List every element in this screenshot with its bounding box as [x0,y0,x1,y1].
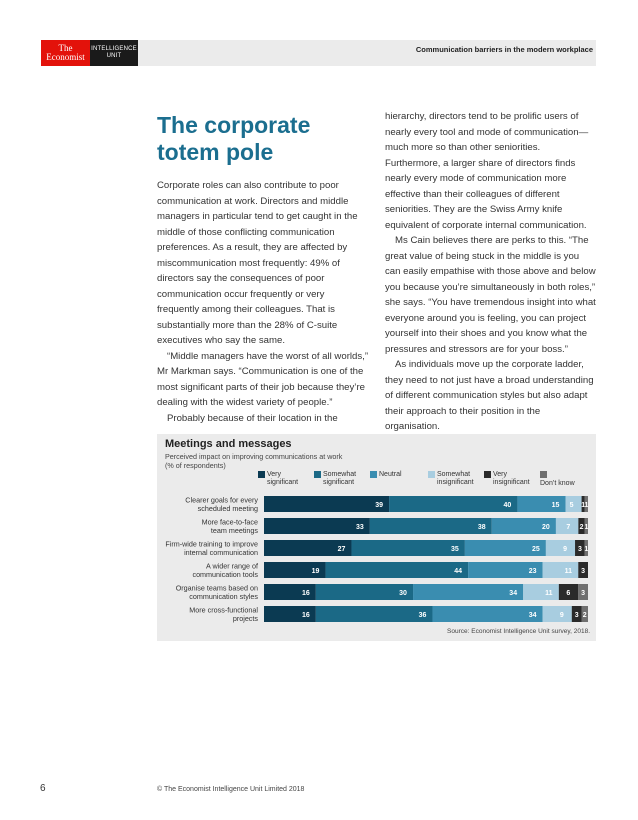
data-label: 1 [584,546,589,553]
category-label: projects [232,614,258,623]
data-label: 1 [584,502,589,509]
paragraph: Ms Cain believes there are perks to this. “The great value of being stuck in the middle is you can easily empathise with those above and below you because you’re simultaneously in both roles,” she says. “You have tremendous insight into what everyone around you is feeling, you can project yourself into their shoes and you know what the pressures and stressors are for your boss.” [385,235,596,355]
bar-segment [543,562,579,578]
legend-label: Very insignificant [493,471,530,486]
paragraph: “Middle managers have the worst of all worlds,” Mr Markman says. “Communication is one of the most significant parts of their job because they’re dealing with the widest variety of people.” [157,350,369,408]
category-label: A wider range of [206,561,258,571]
eiu-logo [90,40,138,66]
data-label: 36 [418,612,427,619]
category-label: team meetings [210,526,258,535]
bar-segment [566,496,582,512]
data-label: 11 [545,590,553,597]
category-label: Clearer goals for every [185,495,258,505]
data-label: 16 [301,612,310,619]
legend-label: Somewhat significant [323,471,357,486]
category-label: More cross-functional [189,605,258,615]
data-label: 3 [577,546,582,553]
bar-segment [370,518,492,534]
legend-swatch [428,471,435,478]
data-label: 16 [301,590,310,597]
legend-swatch [540,471,547,478]
legend-item [540,471,602,488]
category-label: internal communication [184,548,258,557]
legend-label: Somewhat insignificant [437,471,474,486]
legend-label: Neutral [379,471,402,478]
paragraph: As individuals move up the corporate ladder, they need to not just have a broad understanding of different communication styles but also adapt their approach to their position in the organisation. [385,359,594,432]
data-label: 25 [531,546,540,553]
bar-segment [351,540,464,556]
data-label: 23 [528,568,537,575]
data-label: 44 [454,568,463,575]
data-label: 27 [337,546,346,553]
bar-segment [264,496,389,512]
data-label: 2 [579,524,584,531]
copyright: © The Economist Intelligence Unit Limited 2018 [157,786,305,793]
paragraph: Corporate roles can also contribute to poor communication at work. Directors and middle managers in particular tend to get caught in the middle of those conflicting communication preferences. As a result, they are affected by miscommunication most frequently: 49% of directors say the consequences of poor communication occur frequently or very frequently among their colleagues. That is substantially more than the 28% of C-suite executives who say the same. [157,180,358,346]
data-label: 30 [399,590,407,597]
chart-subtitle-line: Perceived impact on improving communications at work [165,452,343,461]
bar-segment [523,584,559,600]
category-label: communication tools [192,570,258,579]
data-label: 35 [450,546,459,553]
data-label: 34 [528,612,537,619]
bar-segment [326,562,469,578]
data-label: 19 [311,568,320,575]
category-label: Organise teams based on [175,583,258,593]
bar-segment [543,606,572,622]
eiu-line-1: INTELLIGENCE [91,46,137,52]
economist-logo [41,40,90,66]
paragraph: hierarchy, directors tend to be prolific users of nearly every tool and mode of communication—much more so than other seniorities. Furthermore, a larger share of directors finds nearly every mode of communication more effective than their colleagues of different seniorities. They are the Swiss Army knife equivalent of corporate internal communication. [385,111,589,231]
legend-swatch [258,471,265,478]
legend-label: Don’t know [540,480,575,487]
data-label: 3 [581,568,586,575]
legend-swatch [370,471,377,478]
data-label: 34 [509,590,518,597]
legend-label: Very significant [267,471,299,486]
data-label: 39 [375,502,384,509]
article-column-2 [385,109,597,435]
chart-subtitle [165,452,385,470]
article-column-1 [157,178,369,426]
report-title: Communication barriers in the modern workplace [415,45,593,54]
data-label: 40 [503,502,512,509]
bar-segment [389,496,517,512]
stacked-bar-chart [157,494,596,626]
data-label: 1 [584,524,589,531]
data-label: 1 [581,502,586,509]
legend-swatch [484,471,491,478]
bar-segment [413,584,523,600]
category-label: More face-to-face [201,517,258,527]
article-title: The corporate totem pole [157,112,311,165]
category-label: Firm-wide training to improve [165,539,258,549]
data-label: 9 [563,546,567,553]
data-label: 15 [551,502,560,509]
data-label: 3 [574,612,579,619]
data-label: 11 [564,568,572,575]
data-label: 38 [477,524,486,531]
logo-line-1: The [58,43,73,53]
bar-segment [546,540,575,556]
data-label: 3 [581,590,586,597]
paragraph: Probably because of their location in the [167,412,338,424]
logo [41,40,138,66]
data-label: 2 [582,612,587,619]
logo-line-2: Economist [46,52,85,62]
bar-segment [316,606,433,622]
chart-title: Meetings and messages [165,438,292,450]
data-label: 9 [559,612,564,619]
data-label: 6 [566,590,571,597]
bar-segment [432,606,542,622]
data-label: 5 [569,502,574,509]
page-number: 6 [40,783,46,794]
data-label: 7 [566,524,571,531]
chart-legend [258,471,593,491]
chart-source: Source: Economist Intelligence Unit survey, 2018. [447,628,590,635]
chart-unit-note: (% of respondents) [165,461,226,470]
legend-swatch [314,471,321,478]
data-label: 33 [355,524,364,531]
data-label: 20 [542,524,550,531]
bar-segment [264,518,370,534]
category-label: communication styles [189,592,258,601]
eiu-line-2: UNIT [106,53,122,59]
category-label: scheduled meeting [197,504,258,513]
